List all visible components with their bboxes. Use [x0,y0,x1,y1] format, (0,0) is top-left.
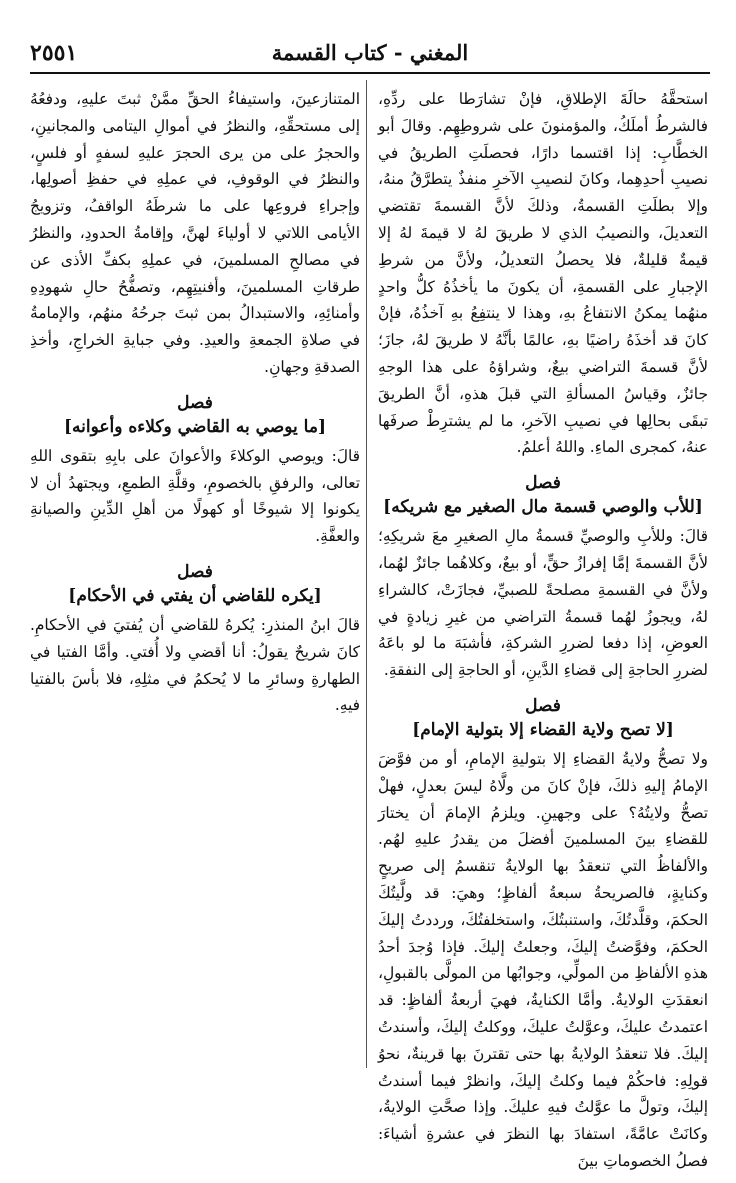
paragraph: ولا تصحُّ ولايةُ القضاءِ إلا بتوليةِ الإمامِ، أو من فوَّضَ الإمامُ إليهِ ذلكَ، فإنْ كانَ من ولَّاهُ ليسَ بعدلٍ، فهلْ تصحُّ ولايتُهُ؟ على وجهينِ. ويلزمُ الإمامَ أن يختارَ للقضاءِ بينَ المسلمينَ أفضلَ من يقدرُ عليهِ لهُم. والألفاظُ التي تنعقدُ بها الولايةُ تنقسمُ إلى صريحٍ وكنايةٍ، فالصريحةُ سبعةُ ألفاظٍ؛ وهيَ: قد ولَّيتُكَ الحكمَ، وقلَّدتُكَ، واستنبتُكَ، واستخلفتُكَ، ورددتُ إليكَ الحكمَ، وفوَّضتُ إليكَ، وجعلتُ إليكَ. فإذا وُجدَ أحدُ هذهِ الألفاظِ من المولِّي، وجوابُها من المولَّى بالقبولِ، انعقدَتِ الولايةُ. وأمَّا الكنايةُ، فهيَ أربعةُ ألفاظٍ: قد اعتمدتُ عليكَ، وعوَّلتُ عليكَ، ووكلتُ إليكَ، وأسندتُ إليكَ. فلا تنعقدُ الولايةُ بها حتى تقترنَ بها قرينةٌ، نحوُ قولِهِ: فاحكُمْ فيما وكلتُ إليكَ، وانظرْ فيما أسندتُ إليكَ، وتولَّ ما عوَّلتُ فيهِ عليكَ. وإذا صحَّتِ الولايةُ، وكانَتْ عامَّةً، استفادَ بها النظرَ في عشرةِ أشياءَ: فصلُ الخصوماتِ بينَ [378,749,708,1170]
section-title: [يكره للقاضي أن يفتي في الأحكام] [68,585,322,606]
paragraph: قالَ: ويوصي الوكلاءَ والأعوانَ على بابِهِ بتقوى اللهِ تعالى، والرفقِ بالخصومِ، وقلَّةِ الطمعِ، ويجتهدُ أن لا يكونوا إلا شيوخًا أو كهولًا من أهلِ الدِّينِ والصيانةِ والعفَّةِ. [30,446,360,546]
paragraph: قالَ: وللأبِ والوصيِّ قسمةُ مالِ الصغيرِ معَ شريكِهِ؛ لأنَّ القسمةَ إمَّا إفرازُ حقٍّ، أو بيعٌ، وكلاهُما جائزٌ لهُما، ولأنَّ في القسمةِ مصلحةً للصبيِّ، فجازَتْ، كالشراءِ لهُ، ويجوزُ لهُما قسمةُ التراضي من غيرِ زيادةٍ في العوضِ، إذا دفعا لضررِ الشركةِ، فأشبَهَ ما لو باعَهُ لضررِ الحاجةِ إلى قضاءِ الدَّينِ، أو الحاجةِ إلى النفقةِ. [378,527,708,680]
paragraph: استحقَّهُ حالَةَ الإطلاقِ، فإنْ تشارَطا على ردِّهِ، فالشرطُ أملَكُ، والمؤمنونَ على شروطِهِم. وقالَ أبو الخطَّابِ: إذا اقتسما دارًا، فحصلَتِ الطريقُ في نصيبِ أحدِهِما، وكانَ لنصيبِ الآخرِ منفذٌ يتطرَّقُ منهُ، وإلا بطلَتِ القسمةُ، وذلكَ لأنَّ القسمةَ تقتضي التعديلَ، والنصيبُ الذي لا طريقَ لهُ لا قيمةَ لهُ إلا قيمةٌ قليلةٌ، فلا يحصلُ التعديلُ، ولأنَّ من شرطِ الإجبارِ على القسمةِ، أن يكونَ ما يأخذُهُ كلُّ واحدٍ منهُما يمكنُ الانتفاعُ بهِ، وهذا لا ينتفِعُ بهِ آخذُهُ، فإنْ كانَ قد أخذَهُ راضيًا بهِ، عالمًا بأنَّهُ لا طريقَ لهُ، جازَ؛ لأنَّ قسمةَ التراضي بيعٌ، وشراؤهُ على هذا الوجهِ جائزٌ، وقياسُ المسألةِ التي قبلَ هذهِ، أنَّ الطريقَ تبقَى بحالِها في نصيبِ الآخرِ، ما لم يشترِطْ صرفَها عنهُ، كمجرى الماءِ. واللهُ أعلمُ. [378,90,708,457]
section-label: فصل [525,695,561,716]
section-title: [للأب والوصي قسمة مال الصغير مع شريكه] [383,497,703,518]
left-column [30,86,360,727]
book-title: المغني [409,40,469,65]
column-divider [366,80,367,1068]
header-rule [30,72,710,74]
section-label: فصل [177,392,213,413]
page-number: ٢٥٥١ [30,40,78,66]
section-title: [ما يوصي به القاضي وكلاءه وأعوانه] [64,416,326,437]
chapter-title: كتاب القسمة [271,40,387,65]
paragraph: قالَ ابنُ المنذرِ: يُكرهُ للقاضي أن يُفتيَ في الأحكامِ. كانَ شريحٌ يقولُ: أنا أقضي ولا أُفتي. وأمَّا الفتيا في الطهارةِ وسائرِ ما لا يُحكمُ في مثلِهِ، فلا بأسَ بالفتيا فيهِ. [30,615,360,715]
page-header [30,38,710,74]
section-label: فصل [177,561,213,582]
section-title: [لا تصح ولاية القضاء إلا بتولية الإمام] [412,719,674,740]
paragraph: المتنازعينَ، واستيفاءُ الحقِّ ممَّنْ ثبتَ عليهِ، ودفعُهُ إلى مستحقِّهِ، والنظرُ في أموالِ اليتامى والمجانينِ، والحجرُ على من يرى الحجرَ عليهِ لسفهٍ أو فلسٍ، والنظرُ في الوقوفِ، في عملِهِ في حفظِ أصولِها، وإجراءِ فروعِها على ما شرطَهُ الواقفُ، وتزويجُ الأيامى اللاتي لا أولياءَ لهنَّ، وإقامةُ الحدودِ، والنظرُ في مصالحِ المسلمينَ، في عملِهِ بكفِّ الأذى عن طرقاتِ المسلمينَ، وأفنيتِهِم، وتصفُّحُ حالِ شهودِهِ وأمنائِهِ، والاستبدالُ بمن ثبتَ جرحُهُ منهُم، والإمامةُ في صلاةِ الجمعةِ والعيدِ. وفي جبايةِ الخراجِ، وأخذِ الصدقةِ وجهانِ. [30,90,360,376]
running-title [30,40,710,65]
section-label: فصل [525,473,561,494]
right-column [378,86,708,1183]
title-separator: - [386,40,410,65]
